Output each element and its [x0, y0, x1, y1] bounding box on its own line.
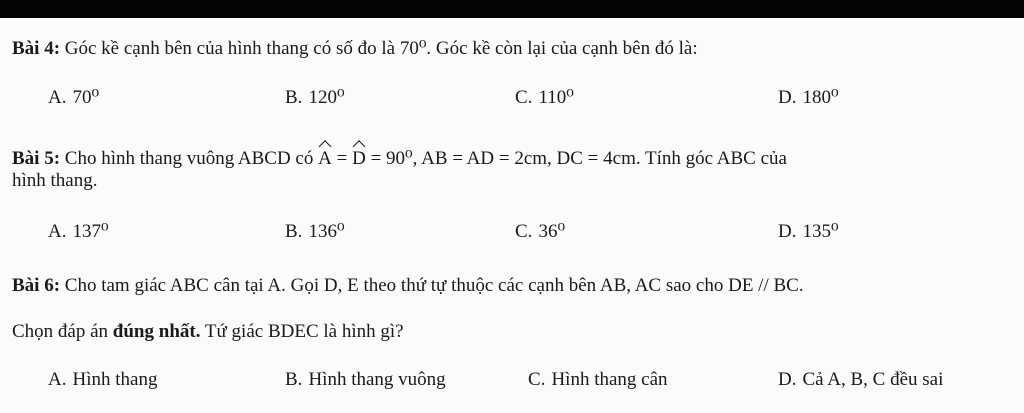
question-5-text-line2: hình thang. [12, 170, 98, 191]
top-black-bar [0, 0, 1024, 18]
question-4-label: Bài 4: [12, 38, 61, 59]
question-5 [12, 148, 787, 170]
question-4 [12, 38, 698, 60]
question-5-label: Bài 5: [12, 148, 61, 169]
question-6 [12, 275, 804, 297]
question-4-option-c[interactable]: C. 110⁰ [515, 87, 574, 108]
question-4-option-a[interactable]: A. 70⁰ [48, 87, 100, 108]
question-5-option-c[interactable]: C. 36⁰ [515, 221, 566, 242]
question-5-text-pre: Cho hình thang vuông ABCD có [64, 148, 314, 169]
question-5-options [0, 220, 1024, 244]
question-5-option-b[interactable]: B. 136⁰ [285, 221, 345, 242]
question-6-label: Bài 6: [12, 275, 61, 296]
document-page [0, 18, 1024, 413]
question-6-line2-pre: Chọn đáp án [12, 321, 109, 342]
question-5-option-d[interactable]: D. 135⁰ [778, 221, 839, 242]
question-6-option-b[interactable]: B. Hình thang vuông [285, 369, 446, 390]
question-5-line-2 [12, 170, 98, 192]
question-6-option-c[interactable]: C. Hình thang cân [528, 369, 668, 390]
question-6-line-2 [12, 321, 404, 343]
question-6-text: Cho tam giác ABC cân tại A. Gọi D, E theo thứ tự thuộc các cạnh bên AB, AC sao cho DE // BC. [64, 275, 804, 296]
question-4-option-b[interactable]: B. 120⁰ [285, 87, 345, 108]
question-4-text: Góc kề cạnh bên của hình thang có số đo là 70⁰. Góc kề còn lại của cạnh bên đó là: [64, 38, 698, 59]
question-6-line2-bold: đúng nhất. [112, 321, 201, 342]
question-6-options [0, 368, 1024, 392]
angle-a-symbol: A [318, 148, 332, 169]
question-5-text-post: = 90⁰, AB = AD = 2cm, DC = 4cm. Tính góc ABC của [370, 148, 787, 169]
question-6-option-d[interactable]: D. Cả A, B, C đều sai [778, 369, 944, 390]
question-6-option-a[interactable]: A. Hình thang [48, 369, 158, 390]
equals-sign: = [336, 148, 348, 169]
angle-d-symbol: D [352, 148, 366, 169]
question-5-option-a[interactable]: A. 137⁰ [48, 221, 109, 242]
question-4-option-d[interactable]: D. 180⁰ [778, 87, 839, 108]
question-4-options [0, 86, 1024, 110]
question-6-line2-post: Tứ giác BDEC là hình gì? [204, 321, 404, 342]
